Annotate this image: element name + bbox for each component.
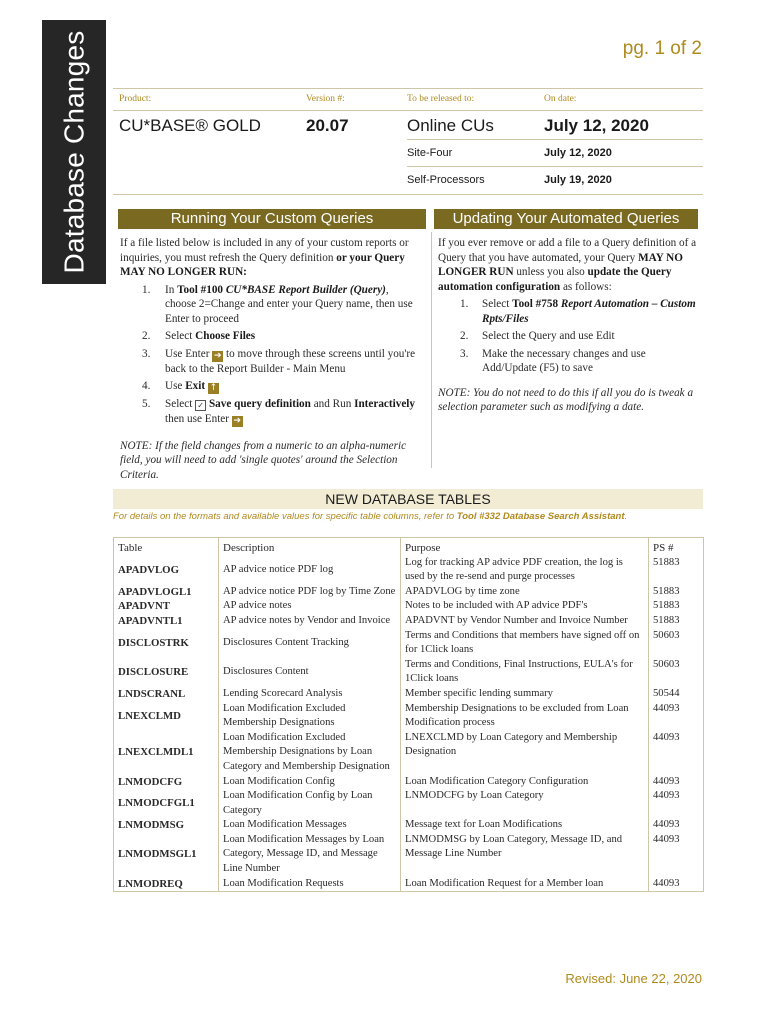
table-cell-description: Lending Scorecard Analysis bbox=[219, 687, 401, 702]
table-cell-name: LNMODMSGL1 bbox=[114, 833, 219, 877]
table-cell-name: DISCLOSTRK bbox=[114, 629, 219, 658]
table-cell-ps: 50544 bbox=[649, 687, 704, 702]
table-cell-purpose: Terms and Conditions, Final Instructions, EULA's for 1Click loans bbox=[401, 658, 649, 687]
running-queries-body bbox=[120, 236, 422, 482]
table-cell-ps: 51883 bbox=[649, 556, 704, 585]
side-tab-title: Database Changes bbox=[58, 30, 89, 274]
new-tables-title: NEW DATABASE TABLES bbox=[113, 489, 703, 509]
table-cell-ps: 44093 bbox=[649, 731, 704, 775]
table-cell-description: Loan Modification Messages bbox=[219, 818, 401, 833]
automated-queries-note: NOTE: You do not need to do this if all you do is tweak a selection parameter such as modifying a date. bbox=[438, 386, 694, 413]
release-sitefour: Site-Four bbox=[407, 147, 453, 159]
table-cell-name: APADVNTL1 bbox=[114, 614, 219, 629]
release-label: To be released to: bbox=[407, 94, 475, 104]
running-queries-steps bbox=[120, 283, 422, 427]
new-tables-subnote: For details on the formats and available values for specific table columns, refer to Tool #332 Database Search Assistant. bbox=[113, 511, 628, 522]
table-cell-ps: 51883 bbox=[649, 585, 704, 600]
table-cell-ps: 44093 bbox=[649, 833, 704, 877]
table-cell-name: LNEXCLMD bbox=[114, 702, 219, 731]
table-row bbox=[114, 658, 704, 687]
divider bbox=[407, 139, 703, 140]
running-queries-intro: If a file listed below is included in any of your custom reports or inquiries, you must refresh the Query definition or your Query MAY NO LONGER RUN: bbox=[120, 237, 409, 278]
table-cell-ps: 44093 bbox=[649, 877, 704, 892]
table-cell-purpose: Log for tracking AP advice PDF creation, the log is used by the re-send and purge processes bbox=[401, 556, 649, 585]
table-cell-purpose: LNEXCLMD by Loan Category and Membership Designation bbox=[401, 731, 649, 775]
table-cell-description: Loan Modification Requests bbox=[219, 877, 401, 892]
page-number: pg. 1 of 2 bbox=[622, 38, 702, 59]
divider bbox=[113, 110, 703, 111]
date-sitefour: July 12, 2020 bbox=[544, 147, 612, 159]
table-cell-ps: 50603 bbox=[649, 658, 704, 687]
table-row bbox=[114, 833, 704, 877]
table-header-row bbox=[114, 538, 704, 556]
list-item: 2. Select Choose Files bbox=[142, 330, 256, 342]
revised-date: Revised: June 22, 2020 bbox=[565, 971, 702, 986]
divider bbox=[407, 166, 703, 167]
table-cell-description: Loan Modification Excluded Membership Designations bbox=[219, 702, 401, 731]
automated-queries-intro: If you ever remove or add a file to a Query definition of a Query that you have automated, your Query MAY NO LONGER RUN unless you also update the Query automation configuration as follows: bbox=[438, 237, 697, 293]
table-cell-purpose: APADVNT by Vendor Number and Invoice Number bbox=[401, 614, 649, 629]
running-queries-title: Running Your Custom Queries bbox=[118, 209, 426, 229]
table-cell-description: Loan Modification Config by Loan Category bbox=[219, 789, 401, 818]
table-row bbox=[114, 789, 704, 818]
table-cell-purpose: Loan Modification Request for a Member loan bbox=[401, 877, 649, 892]
table-cell-purpose: LNMODMSG by Loan Category, Message ID, and Message Line Number bbox=[401, 833, 649, 877]
running-queries-note: NOTE: If the field changes from a numeric to an alpha-numeric field, you will need to add 'single quotes' around the Selection Criteria. bbox=[120, 439, 407, 481]
table-cell-description: Loan Modification Messages by Loan Category, Message ID, and Message Line Number bbox=[219, 833, 401, 877]
release-online: Online CUs bbox=[407, 116, 494, 135]
table-cell-description: Disclosures Content Tracking bbox=[219, 629, 401, 658]
date-selfproc: July 19, 2020 bbox=[544, 174, 612, 186]
divider bbox=[113, 194, 703, 195]
product-label: Product: bbox=[119, 94, 152, 104]
table-row bbox=[114, 702, 704, 731]
table-cell-purpose: Loan Modification Category Configuration bbox=[401, 775, 649, 790]
table-row bbox=[114, 556, 704, 585]
table-cell-ps: 44093 bbox=[649, 775, 704, 790]
table-cell-ps: 51883 bbox=[649, 599, 704, 614]
table-cell-name: LNMODMSG bbox=[114, 818, 219, 833]
table-row bbox=[114, 877, 704, 892]
table-cell-purpose: LNMODCFG by Loan Category bbox=[401, 789, 649, 818]
table-row bbox=[114, 629, 704, 658]
arrow-up-icon: ↑ bbox=[209, 383, 218, 393]
table-cell-ps: 44093 bbox=[649, 702, 704, 731]
list-item: 3. Use Enter ➔ to move through these screens until you're back to the Report Builder - Main Menu bbox=[142, 347, 416, 375]
table-cell-purpose: Member specific lending summary bbox=[401, 687, 649, 702]
list-item: 1. Select Tool #758 Report Automation – Custom Rpts/Files bbox=[460, 298, 696, 325]
list-item: 3. Make the necessary changes and use Add/Update (F5) to save bbox=[460, 347, 646, 374]
table-row bbox=[114, 614, 704, 629]
list-item: 4. Use Exit ↑ bbox=[142, 380, 218, 393]
table-row bbox=[114, 687, 704, 702]
table-cell-ps: 50603 bbox=[649, 629, 704, 658]
table-body bbox=[114, 556, 704, 892]
table-cell-name: APADVLOGL1 bbox=[114, 585, 219, 600]
table-cell-purpose: Membership Designations to be excluded from Loan Modification process bbox=[401, 702, 649, 731]
list-item: 1. In Tool #100 CU*BASE Report Builder (Query), choose 2=Change and enter your Query name, then use Enter to proceed bbox=[142, 283, 413, 325]
table-cell-purpose: Notes to be included with AP advice PDF's bbox=[401, 599, 649, 614]
list-item: 2. Select the Query and use Edit bbox=[460, 330, 615, 342]
table-cell-description: Loan Modification Config bbox=[219, 775, 401, 790]
table-row bbox=[114, 599, 704, 614]
table-cell-ps: 44093 bbox=[649, 789, 704, 818]
table-cell-purpose: Message text for Loan Modifications bbox=[401, 818, 649, 833]
arrow-right-icon: ➔ bbox=[213, 350, 222, 361]
automated-queries-steps bbox=[438, 297, 698, 376]
table-cell-ps: 51883 bbox=[649, 614, 704, 629]
column-divider bbox=[431, 232, 432, 468]
table-cell-purpose: APADVLOG by time zone bbox=[401, 585, 649, 600]
table-cell-name: LNMODCFG bbox=[114, 775, 219, 790]
table-cell-name: LNMODCFGL1 bbox=[114, 789, 219, 818]
column-header-purpose: Purpose bbox=[401, 538, 649, 556]
table-cell-name: LNDSCRANL bbox=[114, 687, 219, 702]
table-cell-name: LNMODREQ bbox=[114, 877, 219, 892]
automated-queries-body bbox=[438, 236, 698, 415]
list-item: 5. Select ✓ Save query definition and Run Interactively then use Enter ➔ bbox=[142, 398, 415, 426]
new-tables-table bbox=[113, 537, 704, 892]
table-cell-ps: 44093 bbox=[649, 818, 704, 833]
table-cell-description: AP advice notes by Vendor and Invoice bbox=[219, 614, 401, 629]
table-cell-description: Loan Modification Excluded Membership Designations by Loan Category and Membership Designation bbox=[219, 731, 401, 775]
version-number: 20.07 bbox=[306, 116, 349, 135]
version-label: Version #: bbox=[306, 94, 345, 104]
table-row bbox=[114, 731, 704, 775]
checkbox-checked-icon: ✓ bbox=[195, 400, 206, 411]
table-cell-description: AP advice notes bbox=[219, 599, 401, 614]
date-online: July 12, 2020 bbox=[544, 116, 649, 135]
table-cell-purpose: Terms and Conditions that members have signed off on for 1Click loans bbox=[401, 629, 649, 658]
table-cell-description: AP advice notice PDF log bbox=[219, 556, 401, 585]
column-header-ps: PS # bbox=[649, 538, 704, 556]
table-cell-name: LNEXCLMDL1 bbox=[114, 731, 219, 775]
table-cell-name: DISCLOSURE bbox=[114, 658, 219, 687]
column-header-table: Table bbox=[114, 538, 219, 556]
table-cell-name: APADVLOG bbox=[114, 556, 219, 585]
product-name: CU*BASE® GOLD bbox=[119, 116, 261, 135]
automated-queries-title: Updating Your Automated Queries bbox=[434, 209, 698, 229]
table-cell-name: APADVNT bbox=[114, 599, 219, 614]
release-header bbox=[113, 88, 703, 198]
table-cell-description: AP advice notice PDF log by Time Zone bbox=[219, 585, 401, 600]
release-selfproc: Self-Processors bbox=[407, 174, 485, 186]
table-row bbox=[114, 585, 704, 600]
column-header-description: Description bbox=[219, 538, 401, 556]
arrow-right-icon: ➔ bbox=[233, 415, 242, 426]
table-cell-description: Disclosures Content bbox=[219, 658, 401, 687]
divider bbox=[113, 88, 703, 89]
table-row bbox=[114, 818, 704, 833]
table-row bbox=[114, 775, 704, 790]
date-label: On date: bbox=[544, 94, 577, 104]
